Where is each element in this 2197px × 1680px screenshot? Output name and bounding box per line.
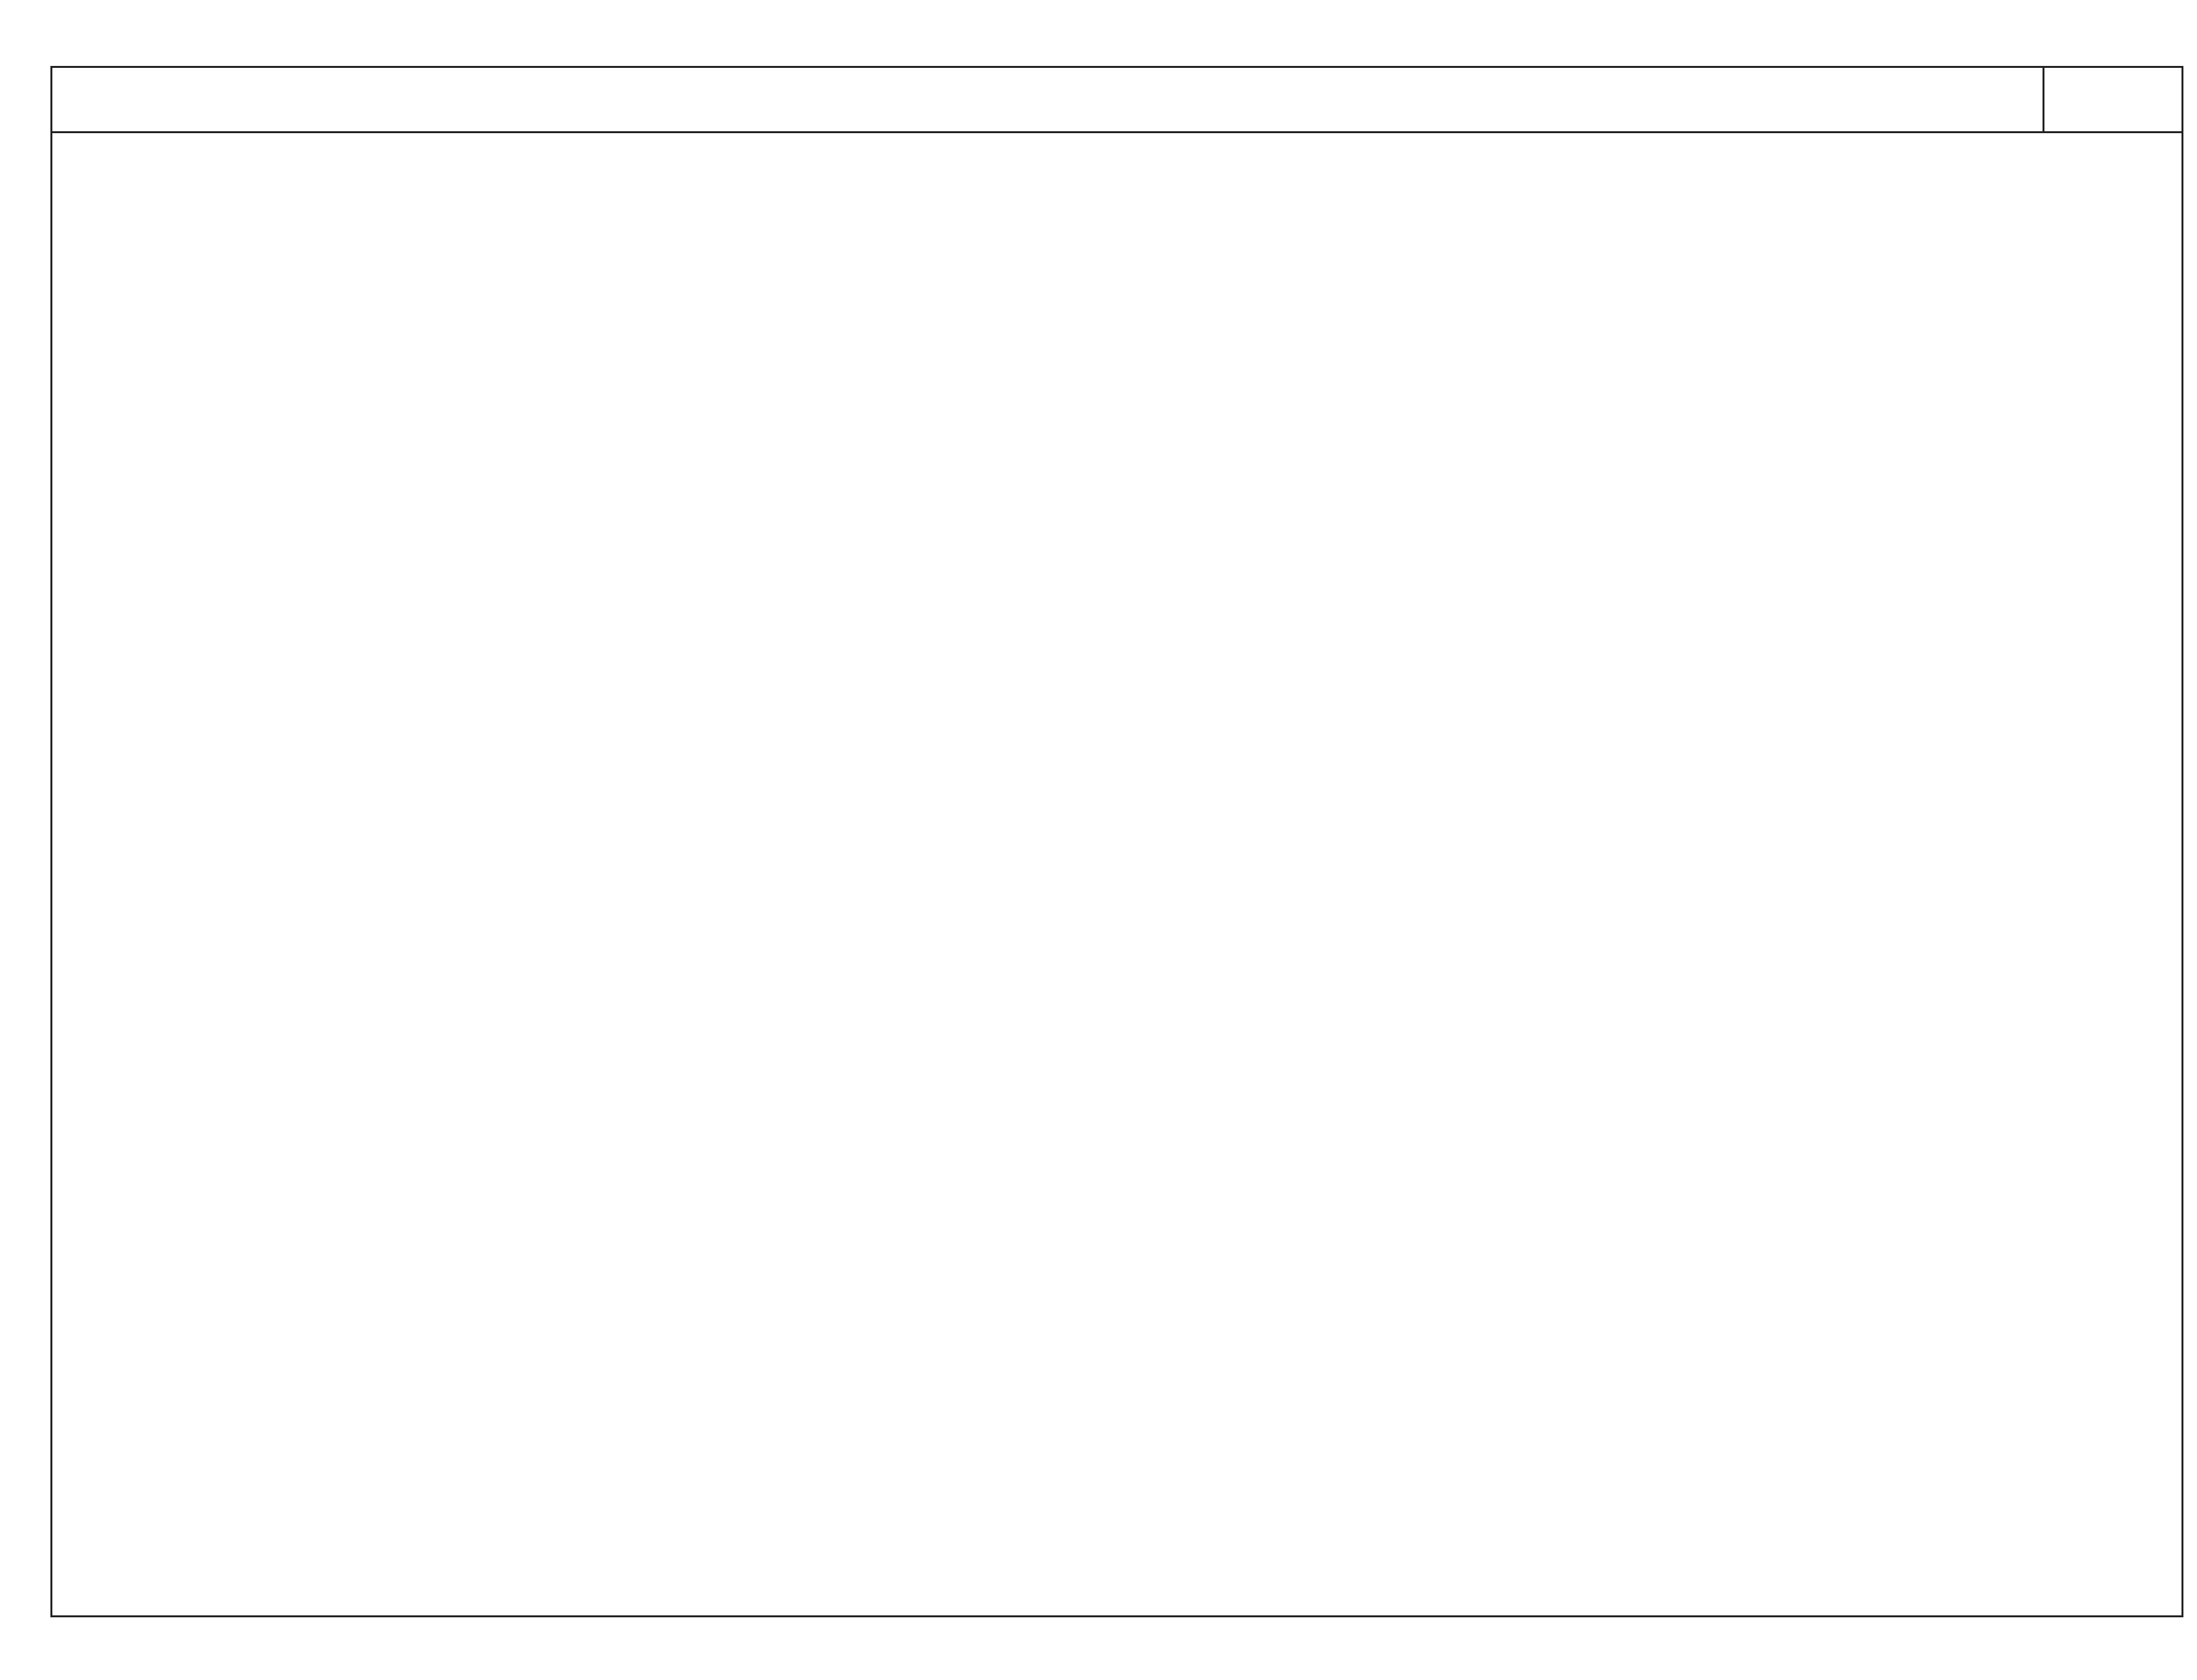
pump-drawing: [55, 829, 443, 1217]
title-row: [50, 66, 2183, 133]
page-number-divider: [2043, 66, 2044, 133]
